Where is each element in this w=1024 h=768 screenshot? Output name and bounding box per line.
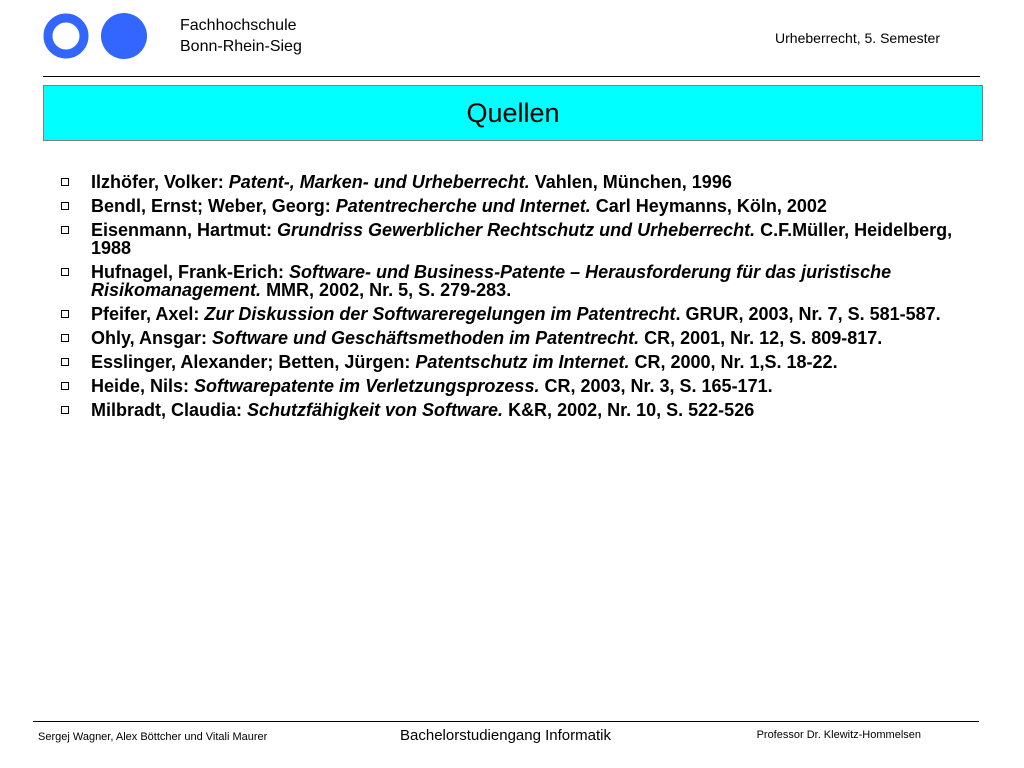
reference-title: Grundriss Gewerblicher Rechtschutz und Urheberrecht. bbox=[277, 220, 756, 240]
reference-title: Software- und Business-Patente – Herausforderung für das juristische Risikomanagement. bbox=[91, 262, 892, 300]
reference-title: Software und Geschäftsmethoden im Patentrecht. bbox=[212, 328, 640, 348]
reference-title: Patent-, Marken- und Urheberrecht. bbox=[228, 172, 530, 192]
reference-author: Ilzhöfer, Volker: bbox=[91, 172, 229, 192]
reference-title: Patentschutz im Internet. bbox=[415, 352, 630, 372]
reference-source: . GRUR, 2003, Nr. 7, S. 581-587. bbox=[675, 304, 941, 324]
reference-author: Esslinger, Alexander; Betten, Jürgen: bbox=[91, 352, 416, 372]
square-bullet-icon bbox=[61, 268, 69, 276]
reference-author: Pfeifer, Axel: bbox=[91, 304, 205, 324]
reference-item bbox=[58, 221, 978, 257]
reference-item bbox=[58, 305, 978, 323]
square-bullet-icon bbox=[61, 334, 69, 342]
header-divider bbox=[43, 76, 980, 77]
university-logo bbox=[43, 13, 149, 59]
slide-title: Quellen bbox=[466, 97, 560, 128]
reference-title: Zur Diskussion der Softwareregelungen im Patentrecht bbox=[204, 304, 676, 324]
square-bullet-icon bbox=[61, 406, 69, 414]
reference-item bbox=[58, 173, 978, 191]
square-bullet-icon bbox=[61, 358, 69, 366]
square-bullet-icon bbox=[61, 202, 69, 210]
reference-title: Schutzfähigkeit von Software. bbox=[247, 400, 504, 420]
square-bullet-icon bbox=[61, 310, 69, 318]
institution-line2: Bonn-Rhein-Sieg bbox=[180, 38, 302, 55]
reference-source: CR, 2000, Nr. 1,S. 18-22. bbox=[629, 352, 838, 372]
slide-title-bar bbox=[43, 85, 983, 141]
reference-item bbox=[58, 353, 978, 371]
reference-author: Bendl, Ernst; Weber, Georg: bbox=[91, 196, 336, 216]
institution-name bbox=[180, 15, 302, 57]
reference-author: Hufnagel, Frank-Erich: bbox=[91, 262, 290, 282]
reference-source: Vahlen, München, 1996 bbox=[529, 172, 732, 192]
reference-author: Heide, Nils: bbox=[91, 376, 195, 396]
logo-ring-icon bbox=[48, 18, 84, 54]
footer-divider bbox=[33, 721, 979, 722]
reference-item bbox=[58, 401, 978, 419]
reference-list bbox=[58, 173, 978, 425]
reference-item bbox=[58, 329, 978, 347]
reference-author: Milbradt, Claudia: bbox=[91, 400, 248, 420]
reference-source: K&R, 2002, Nr. 10, S. 522-526 bbox=[503, 400, 755, 420]
square-bullet-icon bbox=[61, 382, 69, 390]
reference-source: CR, 2001, Nr. 12, S. 809-817. bbox=[639, 328, 883, 348]
reference-item bbox=[58, 197, 978, 215]
logo-disc-icon bbox=[101, 13, 147, 59]
reference-author: Ohly, Ansgar: bbox=[91, 328, 213, 348]
footer-authors: Sergej Wagner, Alex Böttcher und Vitali Maurer bbox=[38, 731, 268, 743]
footer-program: Bachelorstudiengang Informatik bbox=[400, 727, 611, 744]
reference-source: CR, 2003, Nr. 3, S. 165-171. bbox=[539, 376, 773, 396]
reference-item bbox=[58, 377, 978, 395]
institution-line1: Fachhochschule bbox=[180, 17, 297, 34]
reference-source: Carl Heymanns, Köln, 2002 bbox=[590, 196, 827, 216]
reference-title: Softwarepatente im Verletzungsprozess. bbox=[194, 376, 540, 396]
footer-professor: Professor Dr. Klewitz-Hommelsen bbox=[756, 729, 921, 741]
reference-item bbox=[58, 263, 978, 299]
square-bullet-icon bbox=[61, 226, 69, 234]
reference-source: C.F.Müller, Heidelberg, 1988 bbox=[91, 220, 953, 258]
reference-source: MMR, 2002, Nr. 5, S. 279-283. bbox=[261, 280, 512, 300]
course-label: Urheberrecht, 5. Semester bbox=[775, 30, 940, 46]
square-bullet-icon bbox=[61, 178, 69, 186]
reference-title: Patentrecherche und Internet. bbox=[335, 196, 591, 216]
reference-author: Eisenmann, Hartmut: bbox=[91, 220, 278, 240]
